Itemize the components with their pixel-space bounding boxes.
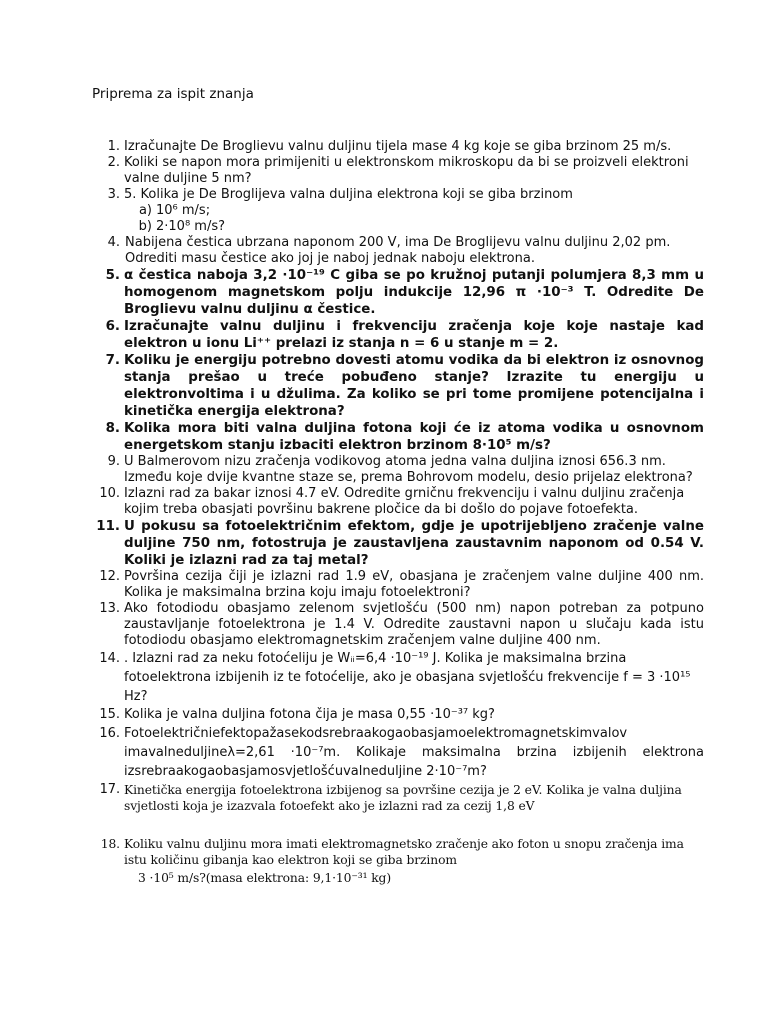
question-13 (92, 601, 704, 649)
question-11 (92, 518, 704, 569)
sub-question-list (124, 203, 704, 235)
question-text: Izlazni rad za bakar iznosi 4.7 eV. Odredite grničnu frekvenciju i valnu duljinu zračenja kojim treba obasjati površinu bakrene pločice da bi došlo do pojave fotoefekta. (124, 486, 685, 517)
question-text: Nabijena čestica ubrzana naponom 200 V, ima De Broglijevu valnu duljinu 2,02 pm. Odrediti masu čestice ako joj je naboj jednak naboju elektrona. (125, 235, 671, 266)
sub-question-b (124, 219, 704, 235)
question-9 (92, 454, 704, 486)
question-text: U pokusu sa fotoelektričnim efektom, gdje je upotrijebljeno zračenje valne duljine 750 nm, fotostruja je zaustavljena zaustavnim naponom od 0.54 V. Koliki je izlazni rad za taj metal? (124, 519, 704, 568)
question-number: 16. (99, 726, 120, 741)
sub-question-label: a) (138, 203, 152, 218)
question-continuation: 3 ·10⁵ m/s?(masa elektrona: 9,1·10⁻³¹ kg) (138, 871, 392, 885)
question-text: . Izlazni rad za neku fotoćeliju je Wᵢᵢ=6,4 ·10⁻¹⁹ J. Kolika je maksimalna brzina fotoelektrona izbijenih iz te fotoćelije, ako je obasjana svjetlošću frekvencije f = 3 ·10¹⁵ Hz? (124, 651, 691, 704)
question-18 (92, 836, 704, 886)
question-number: 11. (96, 519, 120, 534)
sub-question-label: b) (138, 219, 152, 234)
question-number: 6. (105, 319, 120, 334)
question-number: 4. (107, 235, 120, 250)
question-7 (92, 352, 704, 420)
question-3 (92, 187, 704, 235)
question-number: 8. (105, 421, 120, 436)
sub-question-text: 10⁶ m/s; (156, 203, 211, 218)
question-text: Kolika mora biti valna duljina fotona koji će iz atoma vodika u osnovnom energetskom stanju izbaciti elektron brzinom 8·10⁵ m/s? (124, 421, 704, 453)
question-list (92, 139, 704, 886)
question-number: 1. (107, 139, 120, 154)
question-number: 2. (107, 155, 120, 170)
question-number: 18. (100, 837, 120, 851)
question-number: 9. (107, 454, 120, 469)
question-16 (92, 724, 704, 781)
sub-question-text: 2·10⁸ m/s? (156, 219, 226, 234)
question-12 (92, 569, 704, 601)
question-number: 7. (105, 353, 120, 368)
question-17 (92, 782, 704, 814)
question-number: 5. (105, 268, 120, 283)
question-text: Koliku je energiju potrebno dovesti atomu vodika da bi elektron iz osnovnog stanja prešao u treće pobuđeno stanje? Izrazite tu energiju u elektronvoltima i u džulima. Za koliko se pri tome promijene potencijalna i kinetička energija elektrona? (124, 353, 704, 419)
question-text: Koliki se napon mora primijeniti u elektronskom mikroskopu da bi se proizveli elektroni valne duljine 5 nm? (124, 155, 689, 186)
question-number: 15. (99, 707, 120, 722)
question-14 (92, 649, 704, 706)
question-2 (92, 155, 704, 187)
question-4 (92, 235, 704, 267)
question-number: 13. (99, 601, 120, 616)
question-8 (92, 420, 704, 454)
question-text: Kinetička energija fotoelektrona izbijenog sa površine cezija je 2 eV. Kolika je valna duljina svjetlosti koja je izazvala fotoefekt ako je izlazni rad za cezij 1,8 eV (124, 783, 682, 813)
question-number: 3. (107, 187, 120, 202)
question-text: Izračunajte valnu duljinu i frekvenciju zračenja koje koje nastaje kad elektron u ionu Li⁺⁺ prelazi iz stanja n = 6 u stanje m = 2. (124, 319, 704, 351)
question-text: 5. Kolika je De Broglijeva valna duljina elektrona koji se giba brzinom (124, 187, 573, 202)
question-text: Fotoelektričniefektopažasekodsrebraakogaobasjamoelektromagnetskimvalov imavalneduljineλ=2,61 ·10⁻⁷m. Kolikaje maksimalna brzina izbijenih elektrona izsrebraakogaobasjamosvjetlošćuvalneduljine 2·10⁻⁷m? (124, 726, 704, 779)
question-text: Izračunajte De Broglievu valnu duljinu tijela mase 4 kg koje se giba brzinom 25 m/s. (124, 139, 672, 154)
question-text: α čestica naboja 3,2 ·10⁻¹⁹ C giba se po kružnoj putanji polumjera 8,3 mm u homogenom magnetskom polju indukcije 12,96 π ·10⁻³ T. Odredite De Broglievu valnu duljinu α čestice. (124, 268, 704, 317)
question-text: U Balmerovom nizu zračenja vodikovog atoma jedna valna duljina iznosi 656.3 nm. Između koje dvije kvantne staze se, prema Bohrovom modelu, desio prijelaz elektrona? (124, 454, 693, 485)
page-title: Priprema za ispit znanja (92, 86, 254, 102)
question-text: Kolika je valna duljina fotona čija je masa 0,55 ·10⁻³⁷ kg? (124, 707, 495, 722)
question-5 (92, 267, 704, 318)
question-10 (92, 486, 704, 518)
question-number: 14. (99, 651, 120, 666)
question-text: Koliku valnu duljinu mora imati elektromagnetsko zračenje ako foton u snopu zračenja ima istu količinu gibanja kao elektron koji se giba brzinom (124, 837, 684, 867)
question-15 (92, 706, 704, 724)
question-number: 12. (99, 569, 120, 584)
question-number: 17. (99, 782, 120, 797)
question-number: 10. (99, 486, 120, 501)
question-text: Površina cezija čiji je izlazni rad 1.9 eV, obasjana je zračenjem valne duljine 400 nm. Kolika je maksimalna brzina koju imaju fotoelektroni? (124, 569, 704, 600)
question-text: Ako fotodiodu obasjamo zelenom svjetlošću (500 nm) napon potreban za potpuno zaustavljanje fotoelektrona je 1.4 V. Odredite zaustavni napon u slučaju kada istu fotodiodu obasjamo elektromagnetskim zračenjem valne duljine 400 nm. (124, 601, 704, 648)
sub-question-a (124, 203, 704, 219)
question-1 (92, 139, 704, 155)
question-6 (92, 318, 704, 352)
